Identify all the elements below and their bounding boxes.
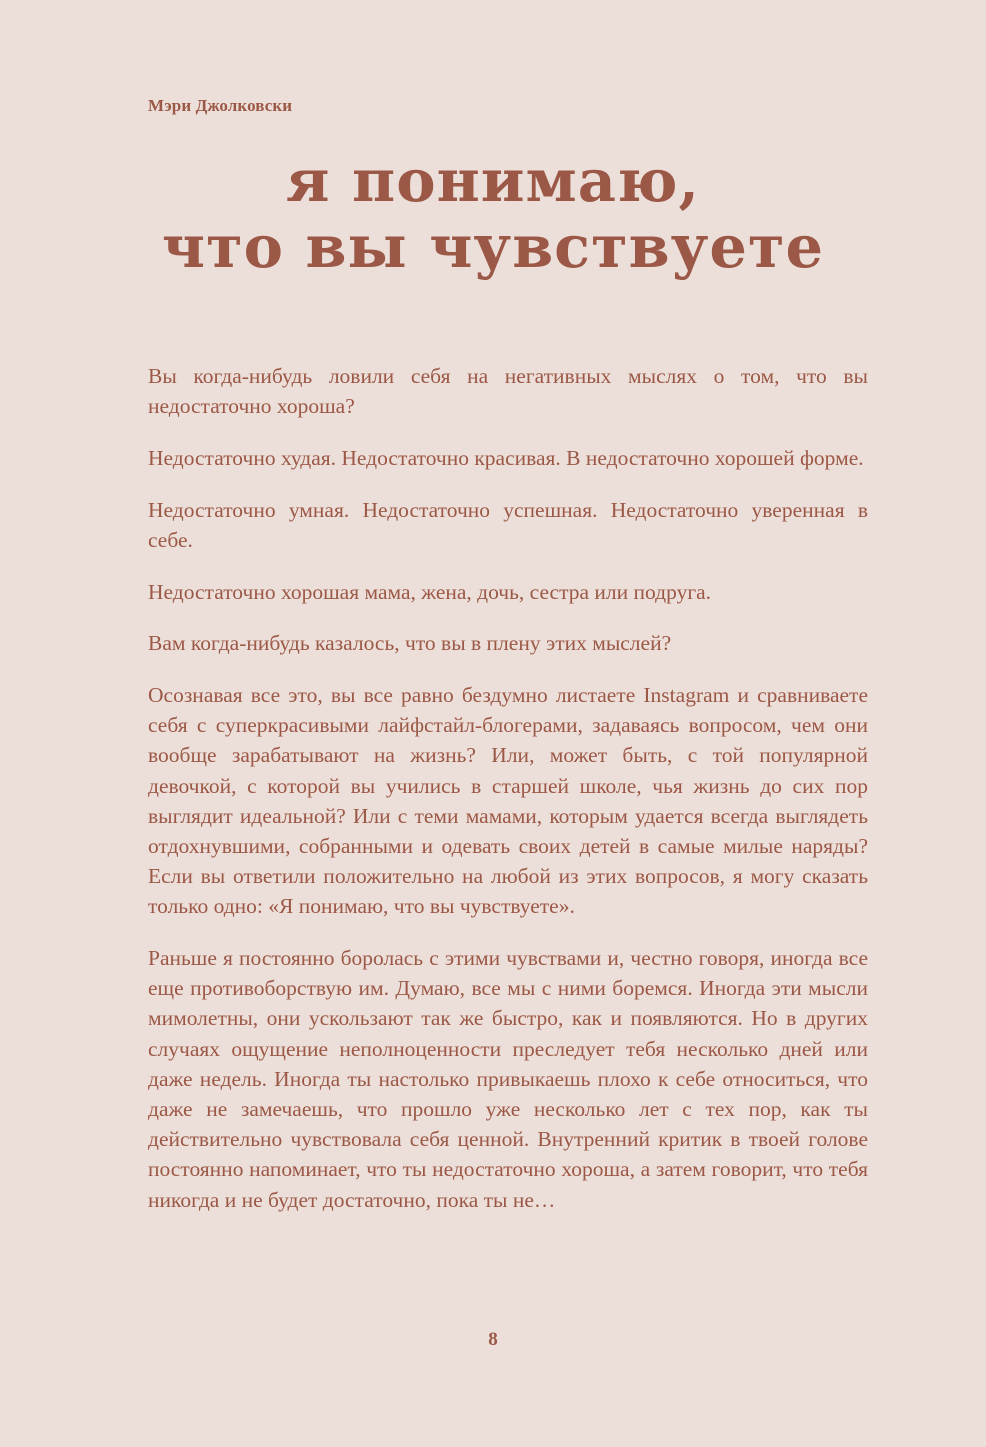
paragraph-4: Недостаточно хорошая мама, жена, дочь, сестра или подруга. bbox=[148, 579, 712, 604]
body-text bbox=[148, 361, 868, 1236]
paragraph-6: Осознавая все это, вы все равно бездумно листаете Instagram и сравниваете себя с суперкрасивыми лайфстайл-блогерами, задаваясь вопросом, чем они вообще зарабатывают на жизнь? Или, может быть, с той популярной девочкой, с которой вы учились в старшей школе, чья жизнь до сих пор выглядит идеальной? Или с теми мамами, которым удается всегда выглядеть отдохнувшими, собранными и одевать своих детей в самые милые наряды? Если вы ответили положительно на любой из этих вопросов, я могу сказать только одно: «Я понимаю, что вы чувствуете». bbox=[148, 682, 868, 919]
paragraph-1: Вы когда-нибудь ловили себя на негативных мыслях о том, что вы недостаточно хороша? bbox=[148, 364, 868, 419]
paragraph-7: Раньше я постоянно боролась с этими чувствами и, честно говоря, иногда все еще противоборствую им. Думаю, все мы с ними боремся. Иногда эти мысли мимолетны, они ускользают так же быстро, как и появляются. Но в других случаях ощущение неполноценности преследует тебя несколько дней или даже недель. Иногда ты настолько привыкаешь плохо к себе относиться, что даже не замечаешь, что прошло уже несколько лет с тех пор, как ты действительно чувствовала себя ценной. Внутренний критик в твоей голове постоянно напоминает, что ты недостаточно хороша, а затем говорит, что тебя никогда и не будет достаточно, пока ты не… bbox=[148, 946, 868, 1212]
page-number: 8 bbox=[488, 1329, 498, 1350]
chapter-title bbox=[0, 148, 986, 280]
paragraph-5: Вам когда-нибудь казалось, что вы в плену этих мыслей? bbox=[148, 631, 672, 656]
chapter-title-line-1: я понимаю, bbox=[285, 146, 701, 215]
paragraph-3: Недостаточно умная. Недостаточно успешная. Недостаточно уверенная в себе. bbox=[148, 497, 868, 552]
paragraph-2: Недостаточно худая. Недостаточно красивая. В недостаточно хорошей форме. bbox=[148, 445, 864, 470]
running-head-author: Мэри Джолковски bbox=[148, 96, 293, 115]
chapter-title-line-2: что вы чувствуете bbox=[161, 212, 825, 281]
